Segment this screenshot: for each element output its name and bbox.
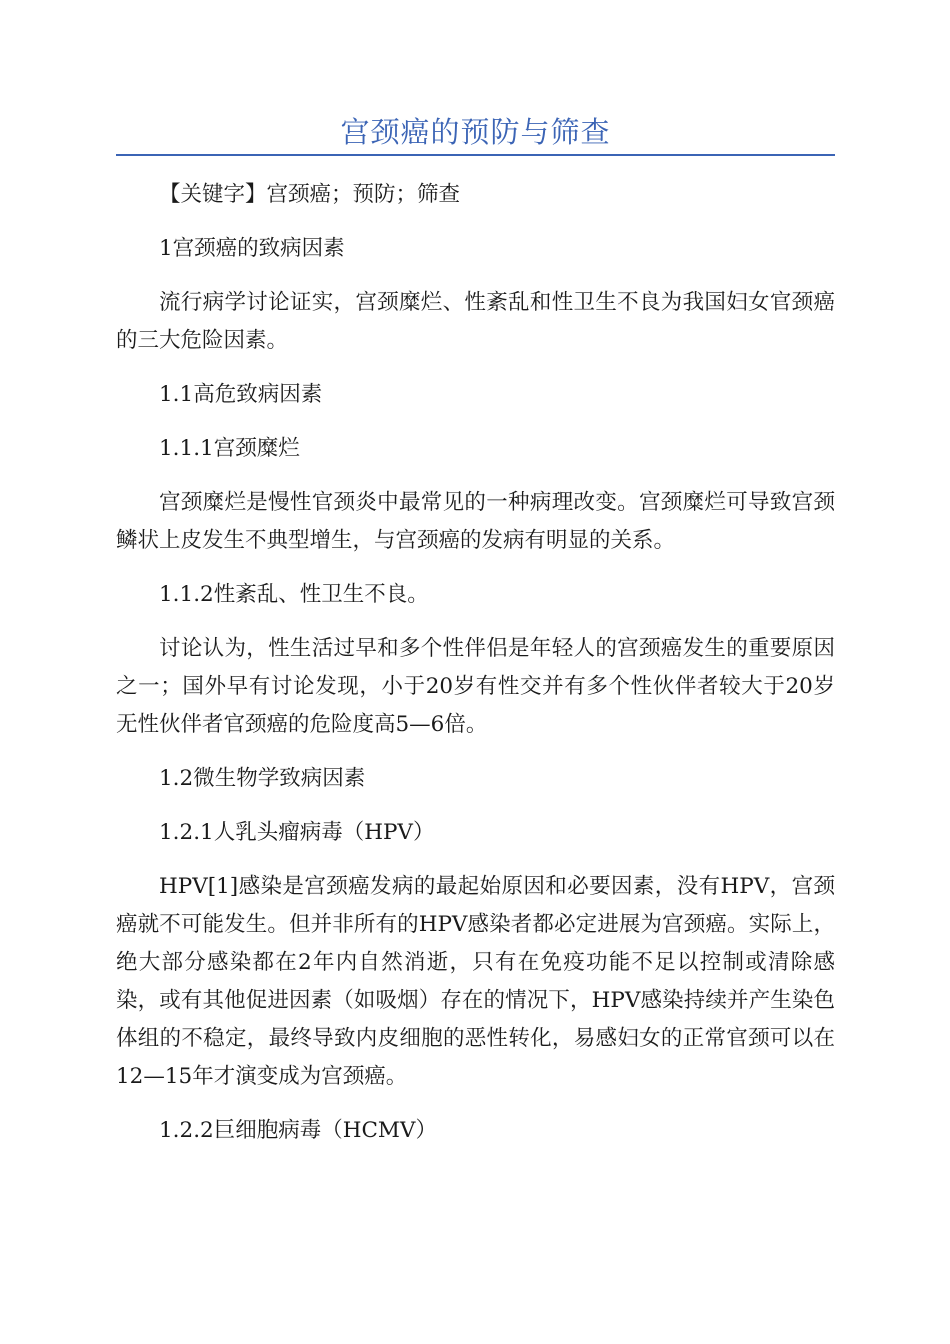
section-heading-1: 1宫颈癌的致病因素 xyxy=(159,236,345,261)
section-heading-1-2-2: 1.2.2巨细胞病毒（HCMV） xyxy=(159,1118,437,1143)
paragraph-cervical-erosion: 宫颈糜烂是慢性官颈炎中最常见的一种病理改变。宫颈糜烂可导致宫颈鳞状上皮发生不典型增生，与宫颈癌的发病有明显的关系。 xyxy=(116,490,835,553)
page-title: 宫颈癌的预防与筛查 xyxy=(340,115,611,149)
section-heading-1-1-2: 1.1.2性紊乱、性卫生不良。 xyxy=(159,582,429,607)
keywords-line: 【关键字】宫颈癌；预防；筛查 xyxy=(159,182,461,207)
paragraph-sexual-behavior: 讨论认为，性生活过早和多个性伴侣是年轻人的宫颈癌发生的重要原因之一；国外早有讨论发现，小于20岁有性交并有多个性伙伴者较大于20岁无性伙伴者官颈癌的危险度高5—6倍。 xyxy=(116,636,835,737)
document-body xyxy=(116,176,835,1150)
section-heading-1-1-1: 1.1.1宫颈糜烂 xyxy=(159,436,300,461)
section-heading-1-2: 1.2微生物学致病因素 xyxy=(159,766,366,791)
paragraph-risk-factors: 流行病学讨论证实，宫颈糜烂、性紊乱和性卫生不良为我国妇女官颈癌的三大危险因素。 xyxy=(116,290,835,353)
section-heading-1-1: 1.1高危致病因素 xyxy=(159,382,323,407)
section-heading-1-2-1: 1.2.1人乳头瘤病毒（HPV） xyxy=(159,820,435,845)
paragraph-hpv: HPV[1]感染是宫颈癌发病的最起始原因和必要因素，没有HPV，宫颈癌就不可能发生。但并非所有的HPV感染者都必定进展为宫颈癌。实际上，绝大部分感染都在2年内自然消逝，只有在免疫功能不足以控制或清除感染，或有其他促进因素（如吸烟）存在的情况下，HPV感染持续并产生染色体组的不稳定，最终导致内皮细胞的恶性转化，易感妇女的正常官颈可以在12—15年才演变成为宫颈癌。 xyxy=(116,874,835,1089)
title-underline xyxy=(116,154,835,156)
